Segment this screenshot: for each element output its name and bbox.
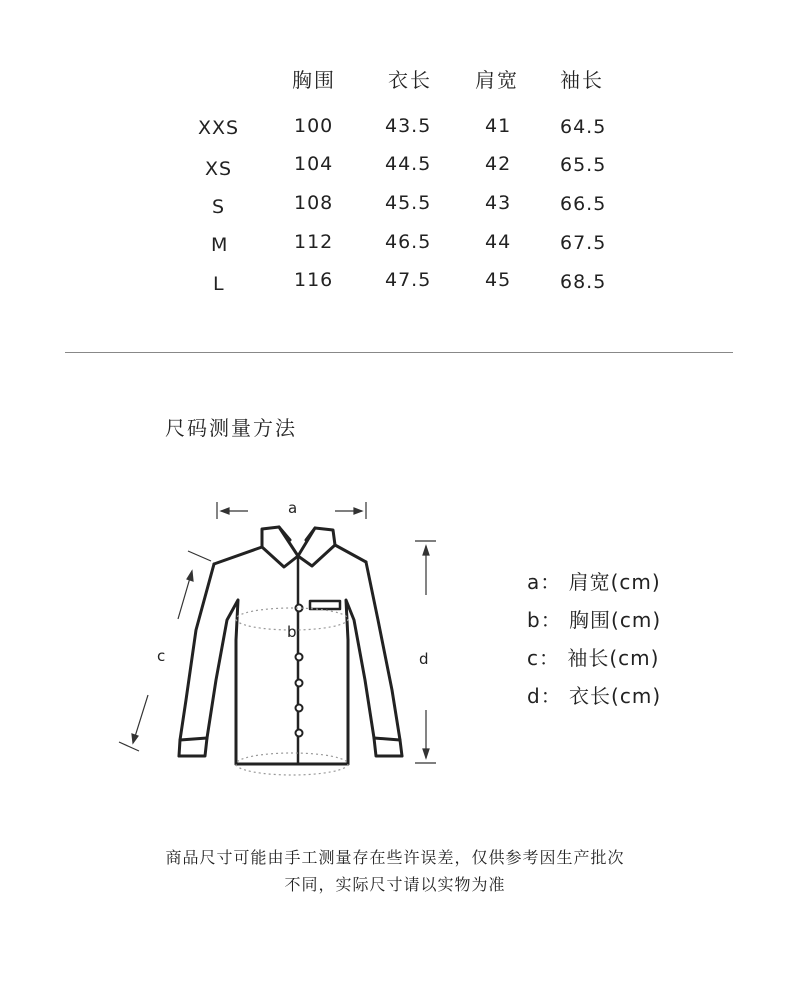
shirt-button (296, 680, 303, 687)
table-cell: 45.5 (385, 192, 432, 214)
table-cell: 45 (485, 269, 512, 291)
d-arrowhead-top (423, 546, 429, 555)
legend-a: a： 肩宽(cm) (527, 570, 661, 594)
column-header-length: 衣长 (388, 68, 432, 92)
legend-c: c： 袖长(cm) (527, 646, 660, 670)
diagram-label-c: c (157, 647, 166, 665)
shirt-button (296, 654, 303, 661)
disclaimer-line-1: 商品尺寸可能由手工测量存在些许误差，仅供参考因生产批次 (165, 848, 625, 867)
left-sleeve-inner (207, 600, 238, 764)
table-cell: 68.5 (560, 271, 607, 293)
c-arrowhead-top (187, 571, 193, 581)
row-size-label: XS (205, 158, 233, 180)
a-arrowhead-right (354, 508, 362, 514)
table-cell: 43.5 (385, 115, 432, 137)
c-guide-top (188, 551, 211, 561)
legend-b: b： 胸围(cm) (527, 608, 662, 632)
legend-d: d： 衣长(cm) (527, 684, 662, 708)
diagram-label-b: b (287, 623, 297, 641)
shirt-button (296, 730, 303, 737)
table-cell: 104 (294, 153, 334, 175)
collar-shoulder-outline (214, 527, 366, 564)
disclaimer-line-2: 不同，实际尺寸请以实物为准 (284, 875, 506, 894)
table-cell: 42 (485, 153, 512, 175)
table-cell: 47.5 (385, 269, 432, 291)
row-size-label: S (212, 196, 226, 218)
section-divider (65, 352, 733, 353)
row-size-label: XXS (198, 117, 240, 139)
table-cell: 44 (485, 231, 512, 253)
table-cell: 66.5 (560, 193, 607, 215)
table-cell: 46.5 (385, 231, 432, 253)
c-guide-bottom (119, 742, 139, 751)
table-cell: 65.5 (560, 154, 607, 176)
table-cell: 43 (485, 192, 512, 214)
table-cell: 64.5 (560, 116, 607, 138)
table-cell: 100 (294, 115, 334, 137)
shirt-button (296, 705, 303, 712)
c-arrowhead-bottom (132, 734, 138, 743)
diagram-label-d: d (419, 650, 429, 668)
column-header-shoulder: 肩宽 (475, 68, 519, 92)
a-arrowhead-left (221, 508, 229, 514)
table-cell: 116 (294, 269, 334, 291)
table-cell: 108 (294, 192, 334, 214)
table-cell: 44.5 (385, 153, 432, 175)
row-size-label: L (213, 273, 225, 295)
measure-section-title: 尺码测量方法 (165, 416, 297, 440)
shirt-measurement-diagram (100, 480, 460, 800)
column-header-chest: 胸围 (292, 68, 336, 92)
chest-pocket (310, 601, 340, 609)
table-cell: 112 (294, 231, 334, 253)
size-chart-table (0, 0, 790, 320)
column-header-sleeve: 袖长 (560, 68, 604, 92)
row-size-label: M (211, 234, 229, 256)
table-cell: 41 (485, 115, 512, 137)
d-arrowhead-bottom (423, 749, 429, 758)
table-cell: 67.5 (560, 232, 607, 254)
right-sleeve-inner (346, 600, 374, 764)
left-cuff-top (180, 738, 207, 740)
right-cuff-top (374, 738, 400, 740)
diagram-label-a: a (288, 499, 298, 517)
